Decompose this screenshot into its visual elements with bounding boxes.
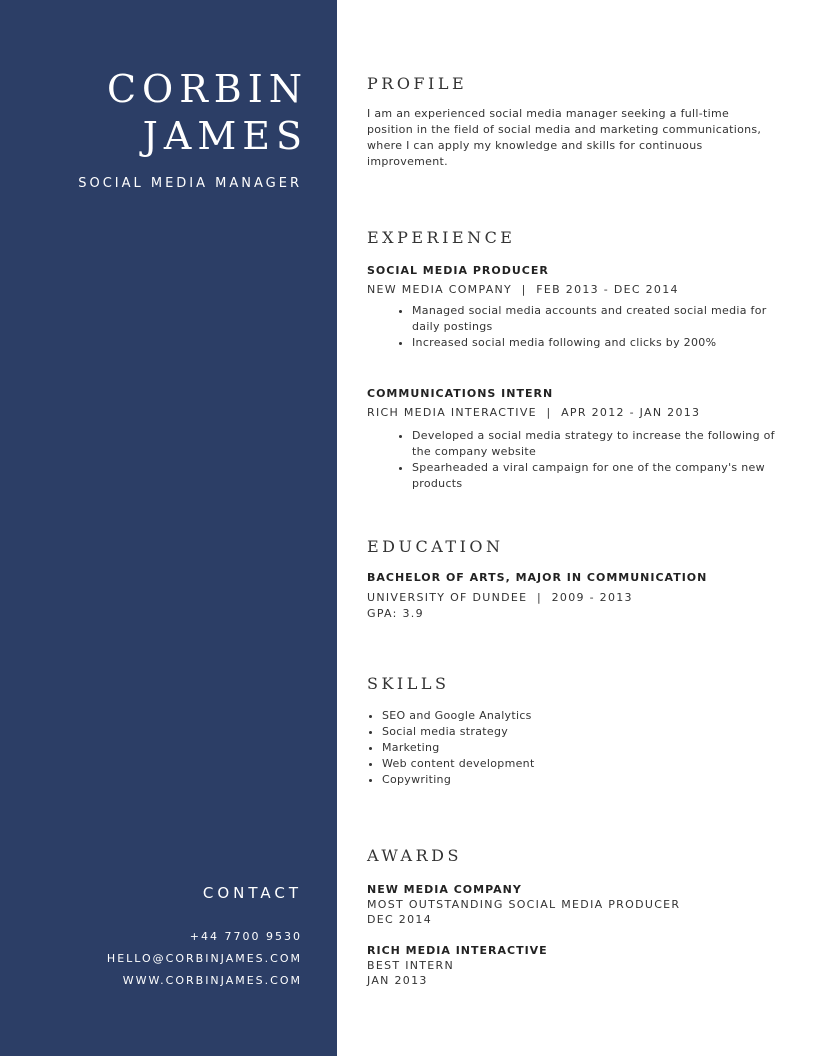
list-item: • Copywriting (382, 772, 682, 788)
contact-website[interactable]: WWW.CORBINJAMES.COM (122, 974, 302, 987)
name-last: JAMES (142, 114, 308, 158)
education-school-dates: UNIVERSITY OF DUNDEE | 2009 - 2013 (367, 591, 633, 604)
award-2-name: BEST INTERN (367, 959, 455, 972)
contact-email[interactable]: HELLO@CORBINJAMES.COM (106, 952, 302, 965)
award-1-org: NEW MEDIA COMPANY (367, 883, 522, 896)
job-2-bullets (394, 428, 797, 492)
person-name (107, 66, 308, 160)
list-item: • Social media strategy (382, 724, 682, 740)
job-2-company-dates: RICH MEDIA INTERACTIVE | APR 2012 - JAN 2013 (367, 406, 701, 419)
list-item: • Increased social media following and clicks by 200% (412, 335, 782, 351)
contact-phone: +44 7700 9530 (189, 930, 302, 943)
profile-text: I am an experienced social media manager seeking a full-time position in the field of social media and marketing communications, where I can apply my knowledge and skills for continuous improvement. (367, 107, 762, 168)
awards-heading: AWARDS (367, 846, 462, 865)
job-1-bullets (394, 303, 782, 351)
name-first: CORBIN (106, 67, 308, 111)
list-item: • Web content development (382, 756, 682, 772)
award-2-date: JAN 2013 (367, 974, 428, 987)
profile-heading: PROFILE (367, 74, 468, 93)
list-item: • Managed social media accounts and created social media for daily postings (412, 303, 782, 335)
job-1-title: SOCIAL MEDIA PRODUCER (367, 264, 549, 277)
job-title: SOCIAL MEDIA MANAGER (78, 176, 302, 191)
list-item: • SEO and Google Analytics (382, 708, 682, 724)
education-gpa: GPA: 3.9 (367, 607, 424, 620)
contact-heading: CONTACT (202, 884, 302, 902)
list-item: • Spearheaded a viral campaign for one of the company's new products (412, 460, 797, 492)
job-1-company-dates: NEW MEDIA COMPANY | FEB 2013 - DEC 2014 (367, 283, 679, 296)
job-2-title: COMMUNICATIONS INTERN (367, 387, 554, 400)
award-1-date: DEC 2014 (367, 913, 432, 926)
skills-heading: SKILLS (367, 674, 450, 693)
skills-list (364, 708, 682, 788)
award-1-name: MOST OUTSTANDING SOCIAL MEDIA PRODUCER (367, 898, 681, 911)
education-degree: BACHELOR OF ARTS, MAJOR IN COMMUNICATION (367, 571, 708, 584)
award-2-org: RICH MEDIA INTERACTIVE (367, 944, 548, 957)
list-item: • Marketing (382, 740, 682, 756)
experience-heading: EXPERIENCE (367, 228, 516, 247)
list-item: • Developed a social media strategy to increase the following of the company website (412, 428, 797, 460)
sidebar (0, 0, 337, 1056)
education-heading: EDUCATION (367, 537, 504, 556)
